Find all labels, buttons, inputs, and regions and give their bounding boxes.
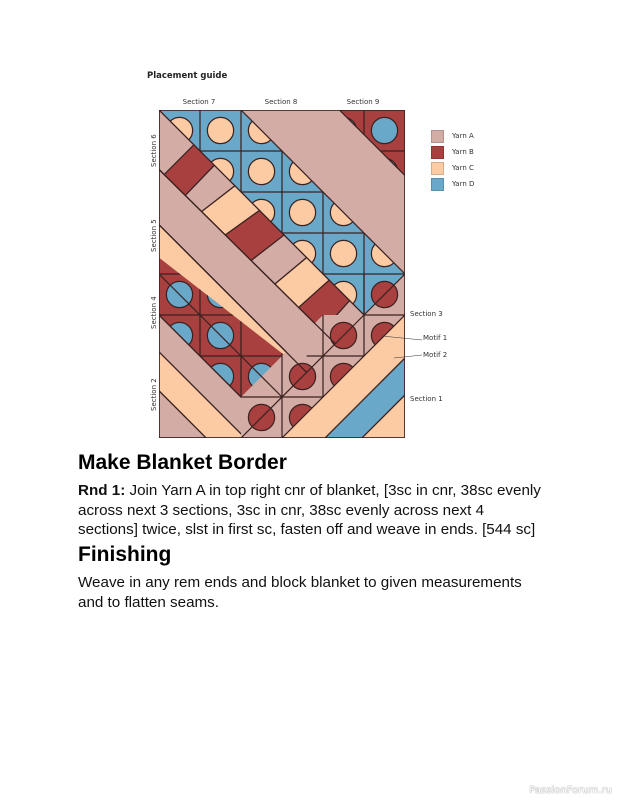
legend-label: Yarn C	[452, 164, 474, 172]
finishing-heading: Finishing	[78, 543, 172, 566]
swatch-yarn-a	[431, 130, 444, 143]
side-label-motif-2: Motif 2	[423, 351, 448, 359]
row-label-section-2: Section 2	[150, 378, 158, 411]
round-label: Rnd 1:	[78, 482, 126, 499]
placement-diagram	[159, 110, 405, 438]
row-label-section-4: Section 4	[150, 296, 158, 329]
column-label-section-8: Section 8	[264, 98, 298, 106]
yarn-legend	[431, 128, 474, 192]
side-label-motif-1: Motif 1	[423, 334, 448, 342]
swatch-yarn-d	[431, 178, 444, 191]
swatch-yarn-b	[431, 146, 444, 159]
row-label-section-5: Section 5	[150, 219, 158, 252]
placement-guide-title: Placement guide	[147, 71, 228, 81]
border-instructions	[78, 481, 548, 540]
legend-item-yarn-b	[431, 144, 474, 160]
finishing-text: Weave in any rem ends and block blanket to given measurements and to flatten seams.	[78, 574, 522, 611]
legend-item-yarn-d	[431, 176, 474, 192]
legend-label: Yarn D	[452, 180, 475, 188]
legend-item-yarn-a	[431, 128, 474, 144]
round-text: Join Yarn A in top right cnr of blanket, [3sc in cnr, 38sc evenly across next 3 sections, 3sc in cnr, 38sc evenly across next 4 sections] twice, slst in first sc, fasten off and weave in ends. [544 sc]	[78, 482, 541, 538]
side-label-section-3: Section 3	[410, 310, 443, 318]
column-label-section-9: Section 9	[346, 98, 380, 106]
side-label-section-1: Section 1	[410, 395, 443, 403]
row-label-section-6: Section 6	[150, 134, 158, 167]
watermark: PassionForum.ru	[529, 785, 612, 796]
legend-label: Yarn A	[452, 132, 474, 140]
column-label-section-7: Section 7	[182, 98, 216, 106]
leader-lines	[370, 330, 430, 370]
border-heading: Make Blanket Border	[78, 451, 287, 474]
legend-label: Yarn B	[452, 148, 474, 156]
swatch-yarn-c	[431, 162, 444, 175]
legend-item-yarn-c	[431, 160, 474, 176]
